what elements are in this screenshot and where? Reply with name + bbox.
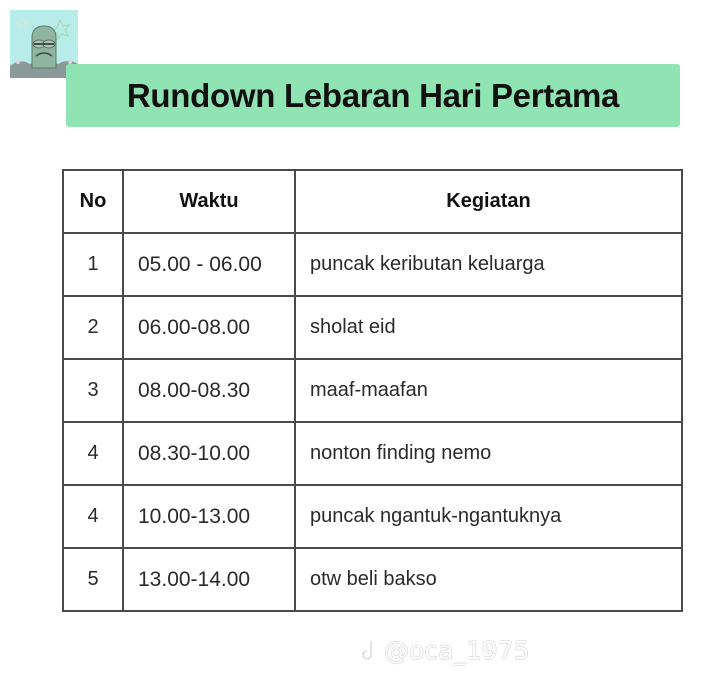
table-row [63, 296, 682, 359]
cell-no: 2 [63, 296, 123, 359]
header-kegiatan: Kegiatan [295, 170, 682, 233]
watermark [360, 636, 529, 665]
cell-no: 4 [63, 485, 123, 548]
cell-waktu: 06.00-08.00 [123, 296, 295, 359]
cell-kegiatan: puncak ngantuk-ngantuknya [295, 485, 682, 548]
table-row [63, 233, 682, 296]
cell-no: 4 [63, 422, 123, 485]
rundown-table [62, 169, 683, 612]
cell-no: 3 [63, 359, 123, 422]
cell-kegiatan: nonton finding nemo [295, 422, 682, 485]
table-row [63, 422, 682, 485]
cell-waktu: 08.00-08.30 [123, 359, 295, 422]
cell-waktu: 10.00-13.00 [123, 485, 295, 548]
cell-kegiatan: otw beli bakso [295, 548, 682, 611]
cell-waktu: 13.00-14.00 [123, 548, 295, 611]
table-header-row [63, 170, 682, 233]
cell-kegiatan: puncak keributan keluarga [295, 233, 682, 296]
cell-kegiatan: sholat eid [295, 296, 682, 359]
table-row [63, 359, 682, 422]
table-row [63, 485, 682, 548]
watermark-handle: @oca_1975 [384, 636, 530, 665]
tiktok-icon [360, 639, 380, 663]
cell-no: 5 [63, 548, 123, 611]
cell-kegiatan: maaf-maafan [295, 359, 682, 422]
cell-waktu: 05.00 - 06.00 [123, 233, 295, 296]
header-waktu: Waktu [123, 170, 295, 233]
page-title: Rundown Lebaran Hari Pertama [126, 76, 620, 114]
header-no: No [63, 170, 123, 233]
cell-waktu: 08.30-10.00 [123, 422, 295, 485]
title-banner [66, 64, 680, 127]
cell-no: 1 [63, 233, 123, 296]
table-row [63, 548, 682, 611]
